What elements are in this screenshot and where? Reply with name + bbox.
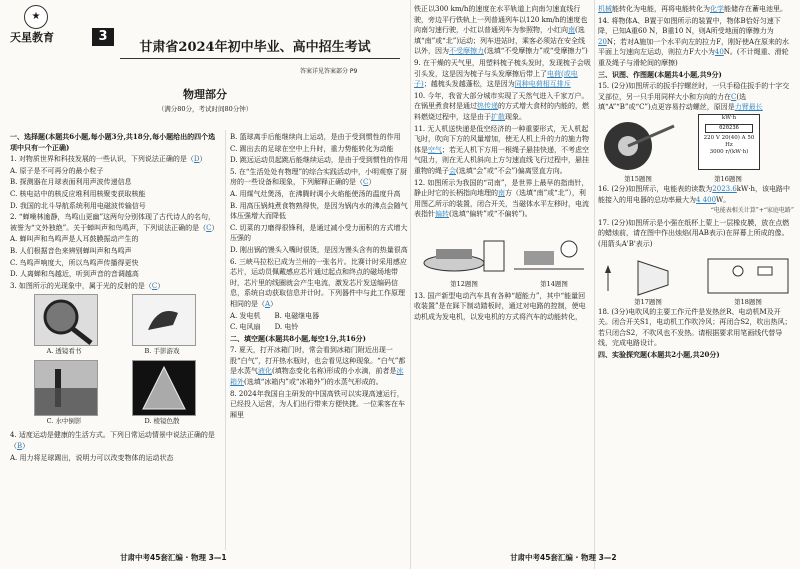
question-13-cont bbox=[598, 4, 794, 15]
answer-reference: 答案详见答案部分 P9 bbox=[300, 68, 358, 75]
question-5: 5. 在“生活处处有物理”的综合实践活动中，小明观察了厨房的一些设备和现象，下列解释正确的是（C） bbox=[230, 167, 408, 187]
q15-16-figures bbox=[598, 114, 794, 184]
option: C. 核电站中的核反应堆利用核聚变获取核能 bbox=[10, 189, 146, 198]
question-text: 的方式增大食材的内能的，燃料燃烧过程中，这是由于 bbox=[414, 102, 589, 121]
option: A. 蝉叫声和鸟鸣声是人耳鼓膜振动产生的 bbox=[10, 235, 139, 244]
question-11 bbox=[414, 124, 591, 177]
question-text: W。 bbox=[716, 195, 731, 204]
answer: 40 bbox=[714, 48, 724, 57]
option: D. 电铃 bbox=[274, 323, 299, 332]
question-text: 10. 今年，我省大部分城市实现了天然气进入千家万户。在锅里煮食材是通过 bbox=[414, 91, 589, 111]
paper-number: 3 bbox=[92, 28, 114, 46]
option: D. 人离蝉和鸟越近，听到声音的音调越高 bbox=[10, 270, 139, 279]
option: C. 鸟鸣声响度大，所以鸟鸣声传播得更快 bbox=[10, 258, 139, 267]
answer: 力臂最长 bbox=[734, 103, 763, 112]
figure-caption: 第12题图 bbox=[450, 279, 478, 288]
footer-left: 甘肃中考45套汇编 · 物理 3—1 bbox=[120, 553, 227, 562]
section-heading: 二、填空题(本题共8小题,每空1分,共16分) bbox=[230, 333, 366, 343]
question-4: 4. 适度运动是健康的生活方式。下列日常运动情景中说法正确的是（B） bbox=[10, 431, 215, 450]
answer: 液化 bbox=[258, 367, 272, 376]
question-16 bbox=[598, 184, 794, 205]
question-13: 13. 国产新型电动汽车具有各种“超能力”，其中“能量回收装置”是在踩下制动踏板时，通过对电路的控制，使电动机成为发电机，以发电机的方式将汽车的动能转化， bbox=[414, 291, 586, 322]
answer: 冰箱外 bbox=[230, 367, 404, 387]
hand-shadow-image bbox=[132, 294, 196, 346]
answer: C bbox=[206, 223, 212, 232]
magnifier-image bbox=[34, 294, 98, 346]
answer: 同种电荷相互排斥 bbox=[514, 80, 571, 89]
question-text: 方（选填“南”或“北”），利用图乙所示的装置，闭合开关，当磁体水平左移时，电流表指针 bbox=[414, 189, 589, 219]
answer: 4 400 bbox=[696, 195, 717, 204]
question-7 bbox=[230, 345, 408, 387]
candle-circuit-diagram bbox=[598, 251, 794, 297]
question-text: 能储存在蓄电池里。 bbox=[724, 5, 787, 13]
answer: 化学 bbox=[710, 5, 724, 13]
option: B. 探测器在月球表面利用声波传递信息 bbox=[10, 178, 132, 187]
question-text: N；若对A施加一个水平向左的拉力F，刚好使A在原来的水平面上匀速向左运动，则拉力F大小为 bbox=[598, 37, 790, 57]
answer: 电荷(或电子) bbox=[414, 69, 578, 89]
question-text: 5. 在“生活处处有物理”的综合实践活动中，小明观察了厨房的一些设备和现象，下列解释正确的是 bbox=[230, 167, 408, 187]
meter-spec: 220 V 20(40) A 50 Hz bbox=[703, 134, 755, 148]
brand-name: 天星教育 bbox=[10, 31, 54, 44]
q17-18-figures bbox=[598, 251, 794, 307]
figure-caption: D. 棱镜色散 bbox=[144, 417, 180, 426]
question-text: 15. (2分)如图所示的扳手拧螺丝时，一只手稳住扳手的十字交叉部位，另一只手用同样大小和方向的力在 bbox=[598, 82, 790, 101]
answer: D bbox=[193, 155, 200, 164]
question-10 bbox=[414, 91, 591, 123]
meter-reading bbox=[705, 124, 753, 133]
question-text: 11. 无人机送快递是低空经济的一种重要形式，无人机起飞时，吹向下方的风量增加，使无人机上升的力的施力物体是 bbox=[414, 124, 589, 154]
q12-figures bbox=[414, 221, 591, 291]
wrench-wheel-diagram bbox=[598, 114, 678, 174]
option: B. 人们根据音色来辨别蝉叫声和鸟鸣声 bbox=[10, 246, 132, 255]
answer: 南 bbox=[498, 189, 505, 198]
meter-digit: 0 bbox=[725, 124, 729, 131]
question-17: 17. (2分)如图所示是小强在纸杯上蒙上一层橡皮膜，放在点燃的蜡烛前，请在图中作出烛焰(用AB表示)在屏幕上所成的像。(用箭头A'B'表示) bbox=[598, 218, 790, 248]
question-text: 7. 夏天，打开冰箱门时，常会看到冰箱门附近出现一股“白气”，打开热水瓶时，也会看见这种现象。“白气”都是水蒸气 bbox=[230, 346, 406, 376]
answer: 偏转 bbox=[435, 210, 449, 219]
meter-unit: kW·h bbox=[721, 114, 737, 121]
answer: 20 bbox=[598, 37, 607, 46]
option: B. 电磁继电器 bbox=[274, 311, 320, 320]
option: B. 用高压锅炖煮食物熟得快，是因为锅内水的沸点会随气体压强增大而降低 bbox=[230, 201, 408, 221]
question-6: 6. 三峡马拉松已成为兰州的一张名片。比赛计时采用感应芯片，运动员佩戴感应芯片通过起点和终点的磁场地带时，芯片里的线圈就会产生电流，激发芯片发送编码信息，系统自动获取信息并计时。下列器件中与此工作原理相同的是（A） bbox=[230, 257, 407, 308]
figure-caption: 第16题图 bbox=[714, 174, 742, 183]
question-text: (选填“会”或“不会”)偏离竖直方向。 bbox=[456, 166, 567, 175]
meter-digit: 0 bbox=[719, 124, 723, 131]
option: A. 用力将足球踢出，说明力可以改变物体的运动状态 bbox=[10, 453, 174, 462]
answer: 不受摩擦力 bbox=[449, 47, 484, 56]
q3-figures bbox=[10, 292, 222, 430]
question-text: 16. (2分)如图所示，电能表的读数为 bbox=[598, 184, 713, 193]
exam-note: （满分80分，考试时间80分钟） bbox=[157, 105, 253, 113]
divider bbox=[594, 0, 595, 569]
prism-image bbox=[132, 360, 196, 416]
answer: C bbox=[151, 281, 158, 290]
meter-digit: 3 bbox=[732, 124, 736, 131]
question-text: 能转化为电能，再将电能转化为 bbox=[612, 5, 710, 13]
question-text: 9. 在干燥的天气里，用塑料梳子梳头发时，发现梳子会吸引头发，这是因为梳子与头发摩擦后带上了 bbox=[414, 58, 591, 78]
figure-caption: 第17题图 bbox=[634, 297, 662, 306]
question-text: 6. 三峡马拉松已成为兰州的一张名片。比赛计时采用感应芯片，运动员佩戴感应芯片通过起点和终点的磁场地带时，芯片里的线圈就会产生电流，激发芯片发送编码信息，系统自动获取信息并计时。下列器件中与此工作原理相同的是 bbox=[230, 257, 407, 308]
question-text: 1. 对物质世界和科技发展的一些认识，下列说法正确的是 bbox=[10, 155, 187, 164]
meter-digit: 6 bbox=[735, 124, 739, 131]
question-text: (选填“不受摩擦力”或“受摩擦力”) bbox=[484, 47, 588, 56]
star-icon: ★ bbox=[24, 5, 48, 29]
side-note: “电能表相关计算”+“家庭电路” bbox=[710, 207, 794, 215]
option: B. 篮球离手后能继续向上运动，是由于受到惯性的作用 bbox=[230, 133, 401, 141]
option: C. 踢出去的足球在空中上升时，重力势能转化为动能 bbox=[230, 144, 394, 153]
answer: A bbox=[265, 299, 271, 308]
question-text: 现象。 bbox=[505, 112, 526, 121]
question-text: (选填“A”“B”或“C”)点更容易拧动螺丝，原因是 bbox=[598, 92, 747, 112]
answer: 扩散 bbox=[491, 112, 505, 121]
section-heading: 四、实验探究题(本题共2小题,共20分) bbox=[598, 349, 720, 359]
question-text: 3. 如图所示的光现象中，属于光的反射的是 bbox=[10, 281, 145, 290]
option-row bbox=[230, 322, 408, 333]
option: D. 跳远运动员起跳后能继续运动，是由于受到惯性的作用 bbox=[230, 156, 408, 165]
column-a bbox=[10, 132, 222, 464]
question-1: 1. 对物质世界和科技发展的一些认识，下列说法正确的是（D） bbox=[10, 155, 207, 164]
question-14 bbox=[598, 16, 794, 69]
option: A. 用煤气灶煲汤，在沸腾时调小火焰能使汤的温度升高 bbox=[230, 189, 401, 198]
question-text: (选填“南”或“北”)运动；列车进站时，乘客必须站在安全线以外，因为 bbox=[414, 26, 586, 56]
meter-spec: 3000 r/(kW·h) bbox=[709, 148, 749, 155]
question-text: 2. “蝉噪林逾静，鸟鸣山更幽”这两句分别体现了古代诗人的名句，被誉为“文外独绝”。关于蝉叫声和鸟鸣声，下列说法正确的是 bbox=[10, 213, 216, 232]
electric-meter bbox=[698, 114, 760, 170]
question-12 bbox=[414, 178, 591, 220]
option-row bbox=[230, 311, 408, 322]
question-15 bbox=[598, 81, 794, 113]
section-title: 物理部分 bbox=[183, 88, 227, 101]
question-3: 3. 如图所示的光现象中，属于光的反射的是（C） bbox=[10, 281, 165, 290]
meter-digit: 2 bbox=[729, 124, 733, 131]
column-d bbox=[598, 4, 794, 361]
question-2: 2. “蝉噪林逾静，鸟鸣山更幽”这两句分别体现了古代诗人的名句，被誉为“文外独绝”。关于蝉叫声和鸟鸣声，下列说法正确的是（C） bbox=[10, 213, 219, 232]
answer: C bbox=[363, 178, 369, 187]
option: A. 原子是不可再分的最小粒子 bbox=[10, 166, 104, 175]
figure-caption: B. 手影游戏 bbox=[144, 347, 180, 356]
answer: C bbox=[731, 92, 737, 101]
water-reflection-image bbox=[34, 360, 98, 416]
figure-caption: C. 水中倒影 bbox=[46, 417, 82, 426]
figure-caption: 第14题图 bbox=[540, 279, 568, 288]
answer: 南 bbox=[568, 26, 575, 35]
question-text: N。(不计绳重、滑轮重及绳子与滑轮间的摩擦) bbox=[598, 48, 789, 67]
question-8: 8. 2024年我国自主研发的中国高铁可以实现高速运行，已经投入运营，为人们出行带来方便快捷。一位乘客在车厢里 bbox=[230, 389, 405, 419]
question-9 bbox=[414, 58, 591, 90]
figure-caption: 第18题图 bbox=[734, 297, 762, 306]
answer: 会 bbox=[449, 166, 456, 175]
question-text: 14. 将物体A、B置于如图所示的装置中，物体B恰好匀速下降，已知A重60 N，B重10 N，则A所受地面的摩擦力为 bbox=[598, 16, 781, 36]
question-text: 铁正以300 km/h的速度在水平轨道上向南匀速直线行驶，旁边平行铁轨上一列普通列车以120 km/h的速度也向南匀速行驶，小红以普通列车为参照物，小红向 bbox=[414, 5, 588, 35]
figure-caption: A. 透镜看书 bbox=[46, 347, 82, 356]
option: D. 我国的北斗导航系统利用电磁波传输信号 bbox=[10, 201, 146, 210]
exam-title: 甘肃省2024年初中毕业、高中招生考试 bbox=[139, 40, 371, 55]
question-text: (选填“偏转”或“不偏转”)。 bbox=[449, 210, 532, 219]
section-heading: 一、选择题(本题共6小题,每小题3分,共18分,每小题给出的四个选项中只有一个正确) bbox=[10, 132, 216, 152]
question-text: (选填“冰箱内”或“冰箱外”)的水蒸气形成的。 bbox=[244, 378, 383, 387]
meter-digit: 2 bbox=[722, 124, 726, 131]
question-text: (填物态变化名称)形成的小水滴，前者是 bbox=[272, 367, 397, 376]
compass-diagram bbox=[414, 221, 591, 281]
answer: 2023.6 bbox=[712, 184, 737, 193]
question-text: ；若无人机下方用一根绳子悬挂快递，不考虑空气阻力，则在无人机斜向上方匀速直线飞行过程中，悬挂重物的绳子 bbox=[414, 145, 589, 175]
question-text: 12. 如图所示为我国的“司南”，是世界上最早的指南针，静止时它的长柄指向地理的 bbox=[414, 178, 589, 198]
page-header bbox=[0, 0, 410, 75]
question-text: ；越梳头发越蓬松，这是因为 bbox=[423, 80, 515, 89]
option: C. 电风扇 bbox=[230, 323, 261, 332]
option: C. 切菜的刀磨得很锋利，是通过减小受力面积的方式增大压强的 bbox=[230, 223, 408, 243]
answer: 空气 bbox=[428, 145, 442, 154]
answer: B bbox=[17, 441, 23, 450]
answer: 机械 bbox=[598, 5, 612, 13]
question-8-cont bbox=[414, 4, 591, 57]
brand-logo bbox=[8, 5, 64, 51]
title-underline bbox=[120, 58, 400, 59]
option: A. 发电机 bbox=[230, 311, 261, 320]
footer-right: 甘肃中考45套汇编 · 物理 3—2 bbox=[510, 553, 617, 562]
column-c bbox=[414, 4, 591, 324]
column-b bbox=[230, 132, 408, 421]
answer: 热传递 bbox=[477, 102, 498, 111]
figure-caption: 第15题图 bbox=[624, 174, 652, 183]
divider bbox=[225, 130, 226, 550]
question-18: 18. (3分)电吹风的主要工作元件是发热丝R、电动机M及开关。闭合开关S1，电动机工作吹冷风；再闭合S2，吹出热风；若只闭合S2，不吹风也不发热。请根据要求用笔画线代替导线，完成电路设计。 bbox=[598, 307, 792, 348]
section-heading: 三、识图、作图题(本题共4小题,共9分) bbox=[598, 69, 722, 79]
divider bbox=[410, 0, 411, 569]
question-text: kW·h，该电路中能接入的用电器的总功率最大为 bbox=[598, 184, 790, 204]
option: D. 刚出锅的馒头入嘴时很烫，是因为馒头含有的热量很高 bbox=[230, 245, 408, 254]
question-text: 4. 适度运动是健康的生活方式。下列日常运动情景中说法正确的是 bbox=[10, 431, 215, 440]
